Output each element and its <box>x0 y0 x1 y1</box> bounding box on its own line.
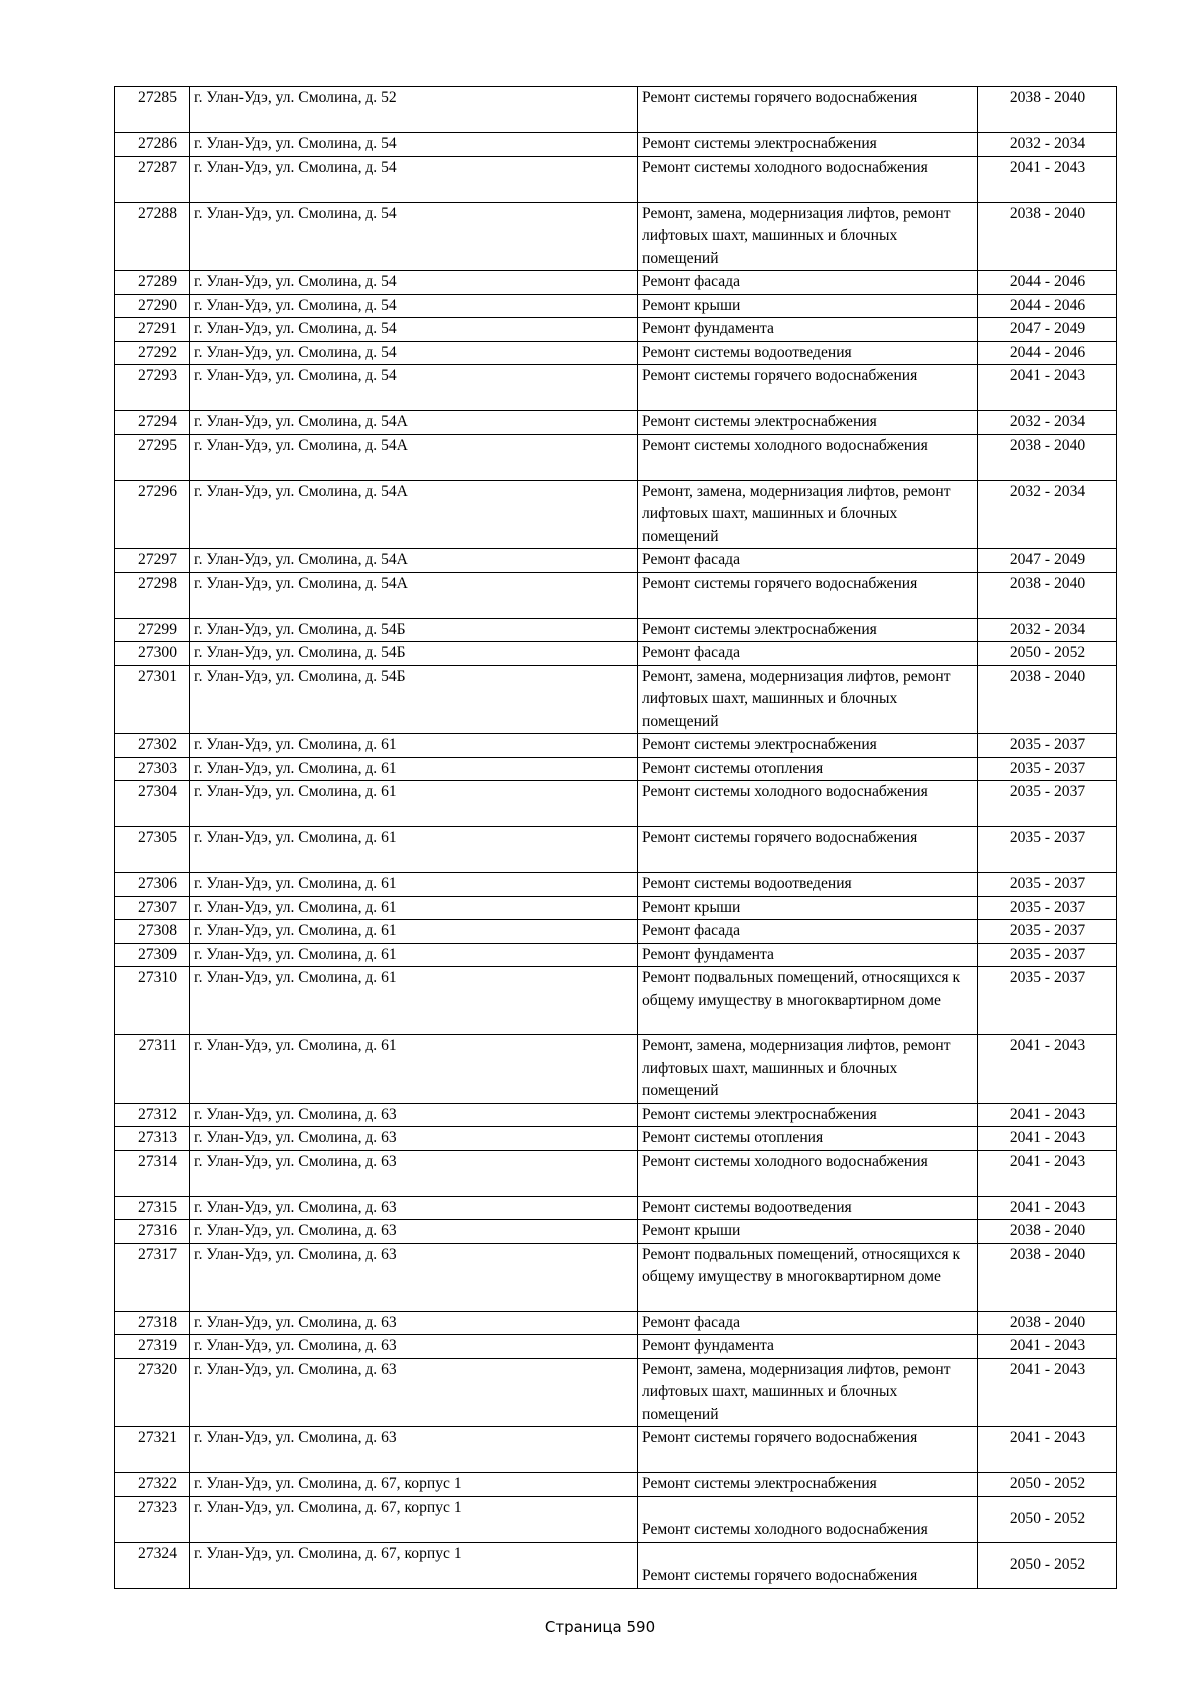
row-number-cell: 27308 <box>115 920 190 944</box>
row-number-cell: 27312 <box>115 1103 190 1127</box>
work-type-cell: Ремонт системы электроснабжения <box>638 734 978 758</box>
row-number-cell: 27305 <box>115 827 190 873</box>
period-cell: 2041 - 2043 <box>978 156 1117 202</box>
work-type-cell: Ремонт системы водоотведения <box>638 873 978 897</box>
table-row <box>115 827 1117 873</box>
work-type-cell: Ремонт, замена, модернизация лифтов, ремонт лифтовых шахт, машинных и блочных помещений <box>638 1035 978 1104</box>
row-number-cell: 27289 <box>115 271 190 295</box>
row-number-cell: 27320 <box>115 1358 190 1427</box>
row-number-cell: 27324 <box>115 1542 190 1588</box>
row-number-cell: 27286 <box>115 133 190 157</box>
work-type-cell: Ремонт системы холодного водоснабжения <box>638 1496 978 1542</box>
table-row <box>115 365 1117 411</box>
work-type-cell: Ремонт системы холодного водоснабжения <box>638 434 978 480</box>
row-number-cell: 27300 <box>115 642 190 666</box>
table-row <box>115 1196 1117 1220</box>
table-row <box>115 873 1117 897</box>
address-cell: г. Улан-Удэ, ул. Смолина, д. 63 <box>190 1311 638 1335</box>
address-cell: г. Улан-Удэ, ул. Смолина, д. 54 <box>190 318 638 342</box>
work-type-cell: Ремонт фундамента <box>638 943 978 967</box>
table-row <box>115 318 1117 342</box>
work-type-cell: Ремонт системы отопления <box>638 1127 978 1151</box>
row-number-cell: 27317 <box>115 1243 190 1311</box>
row-number-cell: 27307 <box>115 896 190 920</box>
work-type-cell: Ремонт крыши <box>638 896 978 920</box>
address-cell: г. Улан-Удэ, ул. Смолина, д. 63 <box>190 1427 638 1473</box>
table-row <box>115 1035 1117 1104</box>
period-cell: 2050 - 2052 <box>978 1542 1117 1588</box>
table-row <box>115 1243 1117 1311</box>
row-number-cell: 27288 <box>115 202 190 271</box>
period-cell: 2038 - 2040 <box>978 1243 1117 1311</box>
row-number-cell: 27304 <box>115 781 190 827</box>
period-cell: 2035 - 2037 <box>978 827 1117 873</box>
row-number-cell: 27323 <box>115 1496 190 1542</box>
address-cell: г. Улан-Удэ, ул. Смолина, д. 54А <box>190 572 638 618</box>
work-type-cell: Ремонт крыши <box>638 1220 978 1244</box>
table-row <box>115 1311 1117 1335</box>
table-row <box>115 202 1117 271</box>
period-cell: 2035 - 2037 <box>978 967 1117 1035</box>
address-cell: г. Улан-Удэ, ул. Смолина, д. 67, корпус 1 <box>190 1473 638 1497</box>
work-type-cell: Ремонт системы электроснабжения <box>638 1473 978 1497</box>
address-cell: г. Улан-Удэ, ул. Смолина, д. 63 <box>190 1103 638 1127</box>
table-row <box>115 1103 1117 1127</box>
table-row <box>115 967 1117 1035</box>
work-type-cell: Ремонт системы горячего водоснабжения <box>638 365 978 411</box>
row-number-cell: 27285 <box>115 87 190 133</box>
work-type-cell: Ремонт системы отопления <box>638 757 978 781</box>
row-number-cell: 27318 <box>115 1311 190 1335</box>
table-row <box>115 434 1117 480</box>
table-row <box>115 618 1117 642</box>
period-cell: 2032 - 2034 <box>978 411 1117 435</box>
table-row <box>115 1335 1117 1359</box>
period-cell: 2032 - 2034 <box>978 480 1117 549</box>
row-number-cell: 27301 <box>115 665 190 734</box>
work-type-cell: Ремонт системы водоотведения <box>638 341 978 365</box>
work-type-cell: Ремонт фундамента <box>638 318 978 342</box>
period-cell: 2041 - 2043 <box>978 1127 1117 1151</box>
period-cell: 2044 - 2046 <box>978 271 1117 295</box>
address-cell: г. Улан-Удэ, ул. Смолина, д. 61 <box>190 781 638 827</box>
address-cell: г. Улан-Удэ, ул. Смолина, д. 54Б <box>190 665 638 734</box>
work-type-cell: Ремонт фасада <box>638 1311 978 1335</box>
repair-schedule-table <box>114 86 1117 1589</box>
address-cell: г. Улан-Удэ, ул. Смолина, д. 54А <box>190 549 638 573</box>
row-number-cell: 27297 <box>115 549 190 573</box>
period-cell: 2035 - 2037 <box>978 757 1117 781</box>
table-row <box>115 271 1117 295</box>
address-cell: г. Улан-Удэ, ул. Смолина, д. 54Б <box>190 642 638 666</box>
table-row <box>115 549 1117 573</box>
period-cell: 2035 - 2037 <box>978 873 1117 897</box>
period-cell: 2038 - 2040 <box>978 434 1117 480</box>
work-type-cell: Ремонт, замена, модернизация лифтов, ремонт лифтовых шахт, машинных и блочных помещений <box>638 480 978 549</box>
table-row <box>115 572 1117 618</box>
address-cell: г. Улан-Удэ, ул. Смолина, д. 54Б <box>190 618 638 642</box>
row-number-cell: 27291 <box>115 318 190 342</box>
period-cell: 2035 - 2037 <box>978 896 1117 920</box>
table-row <box>115 341 1117 365</box>
address-cell: г. Улан-Удэ, ул. Смолина, д. 63 <box>190 1220 638 1244</box>
row-number-cell: 27316 <box>115 1220 190 1244</box>
address-cell: г. Улан-Удэ, ул. Смолина, д. 54 <box>190 202 638 271</box>
work-type-cell: Ремонт системы водоотведения <box>638 1196 978 1220</box>
address-cell: г. Улан-Удэ, ул. Смолина, д. 61 <box>190 734 638 758</box>
table-row <box>115 480 1117 549</box>
table-row <box>115 156 1117 202</box>
period-cell: 2041 - 2043 <box>978 1427 1117 1473</box>
work-type-cell: Ремонт системы горячего водоснабжения <box>638 572 978 618</box>
work-type-cell: Ремонт, замена, модернизация лифтов, ремонт лифтовых шахт, машинных и блочных помещений <box>638 202 978 271</box>
address-cell: г. Улан-Удэ, ул. Смолина, д. 61 <box>190 873 638 897</box>
period-cell: 2041 - 2043 <box>978 1335 1117 1359</box>
table-row <box>115 734 1117 758</box>
address-cell: г. Улан-Удэ, ул. Смолина, д. 63 <box>190 1335 638 1359</box>
table-row <box>115 642 1117 666</box>
row-number-cell: 27313 <box>115 1127 190 1151</box>
work-type-cell: Ремонт фасада <box>638 271 978 295</box>
work-type-cell: Ремонт системы горячего водоснабжения <box>638 827 978 873</box>
table-row <box>115 294 1117 318</box>
address-cell: г. Улан-Удэ, ул. Смолина, д. 52 <box>190 87 638 133</box>
row-number-cell: 27294 <box>115 411 190 435</box>
work-type-cell: Ремонт фасада <box>638 642 978 666</box>
row-number-cell: 27296 <box>115 480 190 549</box>
period-cell: 2035 - 2037 <box>978 943 1117 967</box>
table-row <box>115 1127 1117 1151</box>
work-type-cell: Ремонт системы электроснабжения <box>638 618 978 642</box>
work-type-cell: Ремонт подвальных помещений, относящихся к общему имуществу в многоквартирном доме <box>638 1243 978 1311</box>
table-row <box>115 1496 1117 1542</box>
work-type-cell: Ремонт системы электроснабжения <box>638 1103 978 1127</box>
address-cell: г. Улан-Удэ, ул. Смолина, д. 61 <box>190 943 638 967</box>
work-type-cell: Ремонт, замена, модернизация лифтов, ремонт лифтовых шахт, машинных и блочных помещений <box>638 665 978 734</box>
address-cell: г. Улан-Удэ, ул. Смолина, д. 67, корпус 1 <box>190 1542 638 1588</box>
period-cell: 2035 - 2037 <box>978 781 1117 827</box>
address-cell: г. Улан-Удэ, ул. Смолина, д. 67, корпус 1 <box>190 1496 638 1542</box>
address-cell: г. Улан-Удэ, ул. Смолина, д. 54А <box>190 434 638 480</box>
address-cell: г. Улан-Удэ, ул. Смолина, д. 61 <box>190 967 638 1035</box>
address-cell: г. Улан-Удэ, ул. Смолина, д. 54 <box>190 365 638 411</box>
table-row <box>115 943 1117 967</box>
address-cell: г. Улан-Удэ, ул. Смолина, д. 61 <box>190 827 638 873</box>
period-cell: 2038 - 2040 <box>978 1311 1117 1335</box>
row-number-cell: 27295 <box>115 434 190 480</box>
page-number: Страница 590 <box>544 1618 656 1636</box>
work-type-cell: Ремонт фасада <box>638 549 978 573</box>
period-cell: 2044 - 2046 <box>978 341 1117 365</box>
period-cell: 2041 - 2043 <box>978 1103 1117 1127</box>
row-number-cell: 27311 <box>115 1035 190 1104</box>
address-cell: г. Улан-Удэ, ул. Смолина, д. 61 <box>190 896 638 920</box>
address-cell: г. Улан-Удэ, ул. Смолина, д. 63 <box>190 1196 638 1220</box>
table-row <box>115 133 1117 157</box>
table-row <box>115 411 1117 435</box>
row-number-cell: 27293 <box>115 365 190 411</box>
work-type-cell: Ремонт системы горячего водоснабжения <box>638 1542 978 1588</box>
address-cell: г. Улан-Удэ, ул. Смолина, д. 63 <box>190 1243 638 1311</box>
row-number-cell: 27292 <box>115 341 190 365</box>
period-cell: 2038 - 2040 <box>978 572 1117 618</box>
work-type-cell: Ремонт фасада <box>638 920 978 944</box>
period-cell: 2041 - 2043 <box>978 1150 1117 1196</box>
period-cell: 2038 - 2040 <box>978 87 1117 133</box>
address-cell: г. Улан-Удэ, ул. Смолина, д. 61 <box>190 920 638 944</box>
address-cell: г. Улан-Удэ, ул. Смолина, д. 54А <box>190 480 638 549</box>
period-cell: 2035 - 2037 <box>978 734 1117 758</box>
work-type-cell: Ремонт фундамента <box>638 1335 978 1359</box>
work-type-cell: Ремонт системы холодного водоснабжения <box>638 1150 978 1196</box>
address-cell: г. Улан-Удэ, ул. Смолина, д. 54 <box>190 156 638 202</box>
row-number-cell: 27321 <box>115 1427 190 1473</box>
work-type-cell: Ремонт, замена, модернизация лифтов, ремонт лифтовых шахт, машинных и блочных помещений <box>638 1358 978 1427</box>
row-number-cell: 27310 <box>115 967 190 1035</box>
table-row <box>115 1358 1117 1427</box>
row-number-cell: 27322 <box>115 1473 190 1497</box>
address-cell: г. Улан-Удэ, ул. Смолина, д. 61 <box>190 757 638 781</box>
work-type-cell: Ремонт крыши <box>638 294 978 318</box>
row-number-cell: 27315 <box>115 1196 190 1220</box>
row-number-cell: 27302 <box>115 734 190 758</box>
period-cell: 2050 - 2052 <box>978 1496 1117 1542</box>
row-number-cell: 27309 <box>115 943 190 967</box>
table-row <box>115 896 1117 920</box>
work-type-cell: Ремонт системы горячего водоснабжения <box>638 87 978 133</box>
work-type-cell: Ремонт системы электроснабжения <box>638 133 978 157</box>
table-row <box>115 1473 1117 1497</box>
period-cell: 2032 - 2034 <box>978 618 1117 642</box>
row-number-cell: 27287 <box>115 156 190 202</box>
row-number-cell: 27299 <box>115 618 190 642</box>
table-row <box>115 1427 1117 1473</box>
row-number-cell: 27314 <box>115 1150 190 1196</box>
period-cell: 2047 - 2049 <box>978 318 1117 342</box>
period-cell: 2038 - 2040 <box>978 202 1117 271</box>
table-row <box>115 1220 1117 1244</box>
period-cell: 2041 - 2043 <box>978 365 1117 411</box>
address-cell: г. Улан-Удэ, ул. Смолина, д. 54 <box>190 341 638 365</box>
period-cell: 2041 - 2043 <box>978 1196 1117 1220</box>
period-cell: 2044 - 2046 <box>978 294 1117 318</box>
work-type-cell: Ремонт системы электроснабжения <box>638 411 978 435</box>
address-cell: г. Улан-Удэ, ул. Смолина, д. 54А <box>190 411 638 435</box>
table-row <box>115 665 1117 734</box>
address-cell: г. Улан-Удэ, ул. Смолина, д. 63 <box>190 1150 638 1196</box>
row-number-cell: 27319 <box>115 1335 190 1359</box>
table-row <box>115 1542 1117 1588</box>
repair-schedule-body <box>115 87 1117 1589</box>
address-cell: г. Улан-Удэ, ул. Смолина, д. 63 <box>190 1358 638 1427</box>
work-type-cell: Ремонт системы горячего водоснабжения <box>638 1427 978 1473</box>
table-row <box>115 757 1117 781</box>
row-number-cell: 27290 <box>115 294 190 318</box>
address-cell: г. Улан-Удэ, ул. Смолина, д. 61 <box>190 1035 638 1104</box>
table-row <box>115 1150 1117 1196</box>
period-cell: 2041 - 2043 <box>978 1358 1117 1427</box>
address-cell: г. Улан-Удэ, ул. Смолина, д. 54 <box>190 271 638 295</box>
table-row <box>115 781 1117 827</box>
work-type-cell: Ремонт подвальных помещений, относящихся к общему имуществу в многоквартирном доме <box>638 967 978 1035</box>
table-row <box>115 87 1117 133</box>
period-cell: 2038 - 2040 <box>978 1220 1117 1244</box>
work-type-cell: Ремонт системы холодного водоснабжения <box>638 156 978 202</box>
row-number-cell: 27303 <box>115 757 190 781</box>
period-cell: 2041 - 2043 <box>978 1035 1117 1104</box>
period-cell: 2032 - 2034 <box>978 133 1117 157</box>
period-cell: 2035 - 2037 <box>978 920 1117 944</box>
table-row <box>115 920 1117 944</box>
period-cell: 2038 - 2040 <box>978 665 1117 734</box>
period-cell: 2050 - 2052 <box>978 1473 1117 1497</box>
address-cell: г. Улан-Удэ, ул. Смолина, д. 63 <box>190 1127 638 1151</box>
address-cell: г. Улан-Удэ, ул. Смолина, д. 54 <box>190 294 638 318</box>
row-number-cell: 27298 <box>115 572 190 618</box>
row-number-cell: 27306 <box>115 873 190 897</box>
period-cell: 2047 - 2049 <box>978 549 1117 573</box>
address-cell: г. Улан-Удэ, ул. Смолина, д. 54 <box>190 133 638 157</box>
work-type-cell: Ремонт системы холодного водоснабжения <box>638 781 978 827</box>
period-cell: 2050 - 2052 <box>978 642 1117 666</box>
